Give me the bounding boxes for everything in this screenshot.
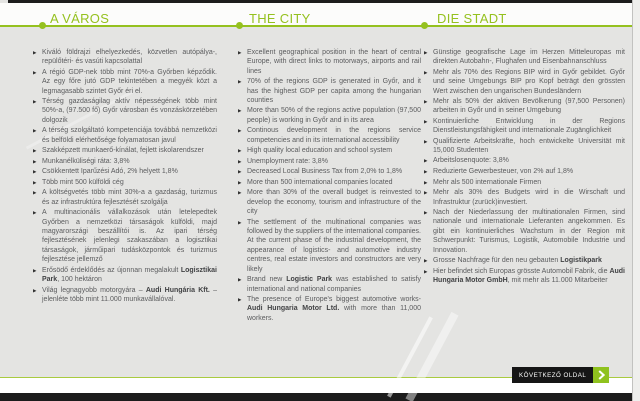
list-item bbox=[33, 178, 217, 188]
list-item bbox=[424, 188, 625, 207]
bullet-arrow-icon: ▶ bbox=[33, 287, 37, 293]
list-item bbox=[33, 48, 217, 67]
list-item-text: Több mint 500 külföldi cég bbox=[42, 178, 124, 186]
bullet-arrow-icon: ▶ bbox=[33, 69, 37, 75]
list-item-text: Unemployment rate: 3,8% bbox=[247, 157, 328, 165]
list-item-text: A költségvetés több mint 30%-a a gazdaság, turizmus és az infrastruktúra fejlesztését szolgálja bbox=[42, 189, 217, 206]
list-item bbox=[424, 48, 625, 67]
list-item bbox=[238, 188, 421, 216]
list-item-text: Nach der Niederlassung der multinationalen Firmen, sind nationale und internationale Lieferanten angekommen. Es gibt ein kontinuierliches Wachstum in der Region mit Schwerpunkt: Turismus, Logistik, Automobile Industrie und Innovation. bbox=[433, 209, 625, 254]
bullet-arrow-icon: ▶ bbox=[424, 169, 428, 175]
bullet-arrow-icon: ▶ bbox=[424, 158, 428, 164]
list-item bbox=[33, 208, 217, 264]
list-item bbox=[238, 106, 421, 125]
list-item bbox=[238, 295, 421, 323]
bullet-arrow-icon: ▶ bbox=[424, 258, 428, 264]
list-item bbox=[33, 157, 217, 167]
list-item bbox=[424, 167, 625, 177]
bullet-arrow-icon: ▶ bbox=[238, 277, 242, 283]
list-item-text: Excellent geographical position in the heart of central Europe, with direct links to motorways, airports and rail lines bbox=[247, 49, 421, 75]
bullet-arrow-icon: ▶ bbox=[424, 268, 428, 274]
list-item bbox=[33, 68, 217, 96]
list-item bbox=[424, 178, 625, 188]
list-item-text: More than 50% of the regions active population (97,500 people) is working in Győr and in its area bbox=[247, 107, 421, 124]
list-item-text: Brand new Logistic Park was established to satisfy international and national companies bbox=[247, 276, 421, 293]
list-item-text: Decreased Local Business Tax from 2,0% to 1,8% bbox=[247, 168, 403, 176]
list-item bbox=[33, 286, 217, 305]
list-item bbox=[238, 218, 421, 274]
list-item bbox=[424, 117, 625, 136]
bullet-arrow-icon: ▶ bbox=[238, 179, 242, 185]
bullet-arrow-icon: ▶ bbox=[33, 158, 37, 164]
list-item bbox=[424, 208, 625, 255]
list-item bbox=[238, 275, 421, 294]
bullet-arrow-icon: ▶ bbox=[238, 128, 242, 134]
list-item bbox=[33, 126, 217, 145]
list-item-text: More than 500 international companies located bbox=[247, 178, 393, 186]
bullet-arrow-icon: ▶ bbox=[238, 296, 242, 302]
heading-dot-icon bbox=[39, 22, 46, 29]
bullet-arrow-icon: ▶ bbox=[424, 99, 428, 105]
bullet-arrow-icon: ▶ bbox=[424, 50, 428, 55]
list-item bbox=[238, 48, 421, 76]
list-item-text: Arbeitslosenquote: 3,8% bbox=[433, 157, 509, 165]
list-item-text: Kiváló földrajzi elhelyezkedés, közvetlen autópálya-, repülőtéri- és vasúti kapcsolattal bbox=[42, 49, 217, 66]
list-item-text: A térség szolgáltató kompetenciája továbbá nemzetközi és belföldi elérhetősége folyamatosan javul bbox=[42, 127, 217, 144]
bullet-arrow-icon: ▶ bbox=[424, 69, 428, 75]
bullet-arrow-icon: ▶ bbox=[238, 190, 242, 196]
list-item-text: 70% of the regions GDP is generated in Győr, and it has the highest GDP per capita among the hungarian counties bbox=[247, 78, 421, 105]
bullet-arrow-icon: ▶ bbox=[238, 79, 242, 85]
list-item-text: Mehr als 50% der aktiven Bevölkerung (97,500 Personen) arbeiten in Győr und in seiner Umgebung bbox=[433, 98, 625, 115]
list-item-text: Reduzierte Gewerbesteuer, von 2% auf 1,8% bbox=[433, 168, 574, 176]
list-item-text: The settlement of the multinational companies was followed by the suppliers of the international companies. At the current phase of the industrial development, the appearance of logistics- and automotive industry centres, real estate investors and constructors are very likely bbox=[247, 218, 421, 273]
list-item-text: More than 30% of the overall budget is reinvested to develop the economy, tourism and infrastructure of the city bbox=[247, 189, 421, 216]
bullet-arrow-icon: ▶ bbox=[33, 148, 37, 154]
list-item-text: Térség gazdaságilag aktív népességének több mint 50%-a, (97.500 fő) Győr városban és vonzáskörzetében dolgozik bbox=[42, 98, 217, 124]
bullet-arrow-icon: ▶ bbox=[238, 158, 242, 164]
bullet-list-english bbox=[238, 48, 421, 324]
bullet-arrow-icon: ▶ bbox=[238, 219, 242, 225]
list-item-text: Világ legnagyobb motorgyára – Audi Hungária Kft. – jelenléte több mint 11.000 munkavállalóval. bbox=[42, 286, 217, 303]
bullet-arrow-icon: ▶ bbox=[424, 138, 428, 144]
list-item bbox=[424, 97, 625, 116]
bullet-list-german bbox=[424, 48, 625, 287]
list-item-text: Günstige geografische Lage im Herzen Mitteleuropas mit direkten Autobahn-, Flughafen und Eisenbahnanschluss bbox=[433, 49, 625, 66]
list-item-text: Erősödő érdeklődés az újonnan megalakult Logisztikai Park, 100 hektáron bbox=[42, 266, 217, 284]
chevron-right-icon bbox=[593, 367, 609, 383]
list-item-text: A multinacionális vállalkozások után letelepedtek Győrben a nemzetközi társaságok külföldi, majd magyarországi beszállítói is. Az ipari térség fejlesztésének jelenlegi szakaszában a logisztikai társaságok, járműipari tudásközpontok és turizmus fejlesztése jellemző bbox=[42, 209, 217, 264]
list-item-text: Hier befindet sich Europas grösste Automobil Fabrik, die Audi Hungaria Motor GmbH, mit mehr als 11.000 Mitarbeiter bbox=[433, 267, 625, 285]
list-item bbox=[424, 137, 625, 156]
bullet-arrow-icon: ▶ bbox=[33, 128, 37, 134]
page-title: THE CITY bbox=[249, 11, 311, 26]
list-item bbox=[424, 267, 625, 286]
list-item-text: High quality local education and school system bbox=[247, 147, 393, 155]
column-heading-hungarian bbox=[50, 10, 109, 28]
bullet-arrow-icon: ▶ bbox=[424, 190, 428, 196]
bullet-arrow-icon: ▶ bbox=[33, 210, 37, 216]
bullet-list-hungarian bbox=[33, 48, 217, 305]
page-title: A VÁROS bbox=[50, 11, 110, 26]
list-item bbox=[33, 266, 217, 285]
bullet-arrow-icon: ▶ bbox=[33, 169, 37, 175]
list-item-text: Grosse Nachfrage für den neu gebauten Logistikpark bbox=[433, 257, 602, 265]
bullet-arrow-icon: ▶ bbox=[238, 108, 242, 114]
next-page-button[interactable] bbox=[512, 367, 609, 383]
list-item bbox=[238, 77, 421, 105]
list-item bbox=[238, 146, 421, 156]
bullet-arrow-icon: ▶ bbox=[33, 179, 37, 185]
list-item bbox=[33, 97, 217, 125]
bullet-arrow-icon: ▶ bbox=[33, 190, 37, 196]
bullet-arrow-icon: ▶ bbox=[33, 267, 37, 273]
heading-dot-icon bbox=[421, 22, 428, 29]
list-item-text: Munkanélküliségi ráta: 3,8% bbox=[42, 157, 130, 165]
list-item bbox=[424, 68, 625, 96]
list-item bbox=[238, 126, 421, 145]
bullet-arrow-icon: ▶ bbox=[33, 50, 37, 55]
next-page-button-label: KÖVETKEZŐ OLDAL bbox=[512, 367, 593, 383]
bullet-arrow-icon: ▶ bbox=[238, 169, 242, 175]
bullet-arrow-icon: ▶ bbox=[238, 148, 242, 154]
list-item bbox=[33, 146, 217, 156]
page-title: DIE STADT bbox=[437, 11, 507, 26]
list-item-text: A régió GDP-nek több mint 70%-a Győrben képződik. Az egy főre jutó GDP tekintetében a megyék közt a legmagasabb szintet Győr éri el. bbox=[42, 68, 217, 95]
bullet-arrow-icon: ▶ bbox=[238, 50, 242, 55]
list-item bbox=[238, 157, 421, 167]
list-item-text: Kontinuierliche Entwicklung in der Regions Dienstleistungsfähigkeit und internationale Zugänglichkeit bbox=[433, 117, 625, 135]
page-edge bbox=[632, 0, 640, 401]
bullet-arrow-icon: ▶ bbox=[424, 118, 428, 124]
column-heading-german bbox=[437, 10, 507, 28]
bullet-arrow-icon: ▶ bbox=[424, 210, 428, 216]
bottom-bar bbox=[0, 393, 640, 401]
list-item-text: Mehr als 70% des Regions BIP wird in Győr gebildet. Győr und seine Umgebungs BIP pro Kopf beträgt den grössten Wert zwischen den ungarischen Bundesländern bbox=[433, 68, 625, 95]
list-item-text: Csökkentett Iparűzési Adó, 2% helyett 1,8% bbox=[42, 168, 178, 176]
list-item-text: Continous development in the regions service competencies and in its international accessibility bbox=[247, 127, 421, 144]
bullet-arrow-icon: ▶ bbox=[33, 99, 37, 105]
list-item-text: The presence of Europe's biggest automotive works- Audi Hungaria Motor Ltd. with more than 11,000 workers. bbox=[247, 295, 421, 322]
heading-dot-icon bbox=[236, 22, 243, 29]
list-item-text: Szakképzett munkaerő-kínálat, fejlett iskolarendszer bbox=[42, 147, 204, 155]
list-item-text: Mehr als 500 internationale Firmen bbox=[433, 178, 542, 186]
bullet-arrow-icon: ▶ bbox=[424, 179, 428, 185]
column-heading-english bbox=[249, 10, 311, 28]
list-item bbox=[33, 188, 217, 207]
list-item bbox=[424, 256, 625, 266]
list-item bbox=[424, 156, 625, 166]
list-item bbox=[238, 178, 421, 188]
list-item-text: Qualifizierte Arbeitskräfte, hoch entwickelte Universität mit 15,000 Studenten bbox=[433, 137, 625, 155]
list-item-text: Mehr als 30% des Budgets wird in die Wirschaft und Infrastruktur (zurück)investiert. bbox=[433, 189, 625, 206]
list-item bbox=[33, 167, 217, 177]
list-item bbox=[238, 167, 421, 177]
